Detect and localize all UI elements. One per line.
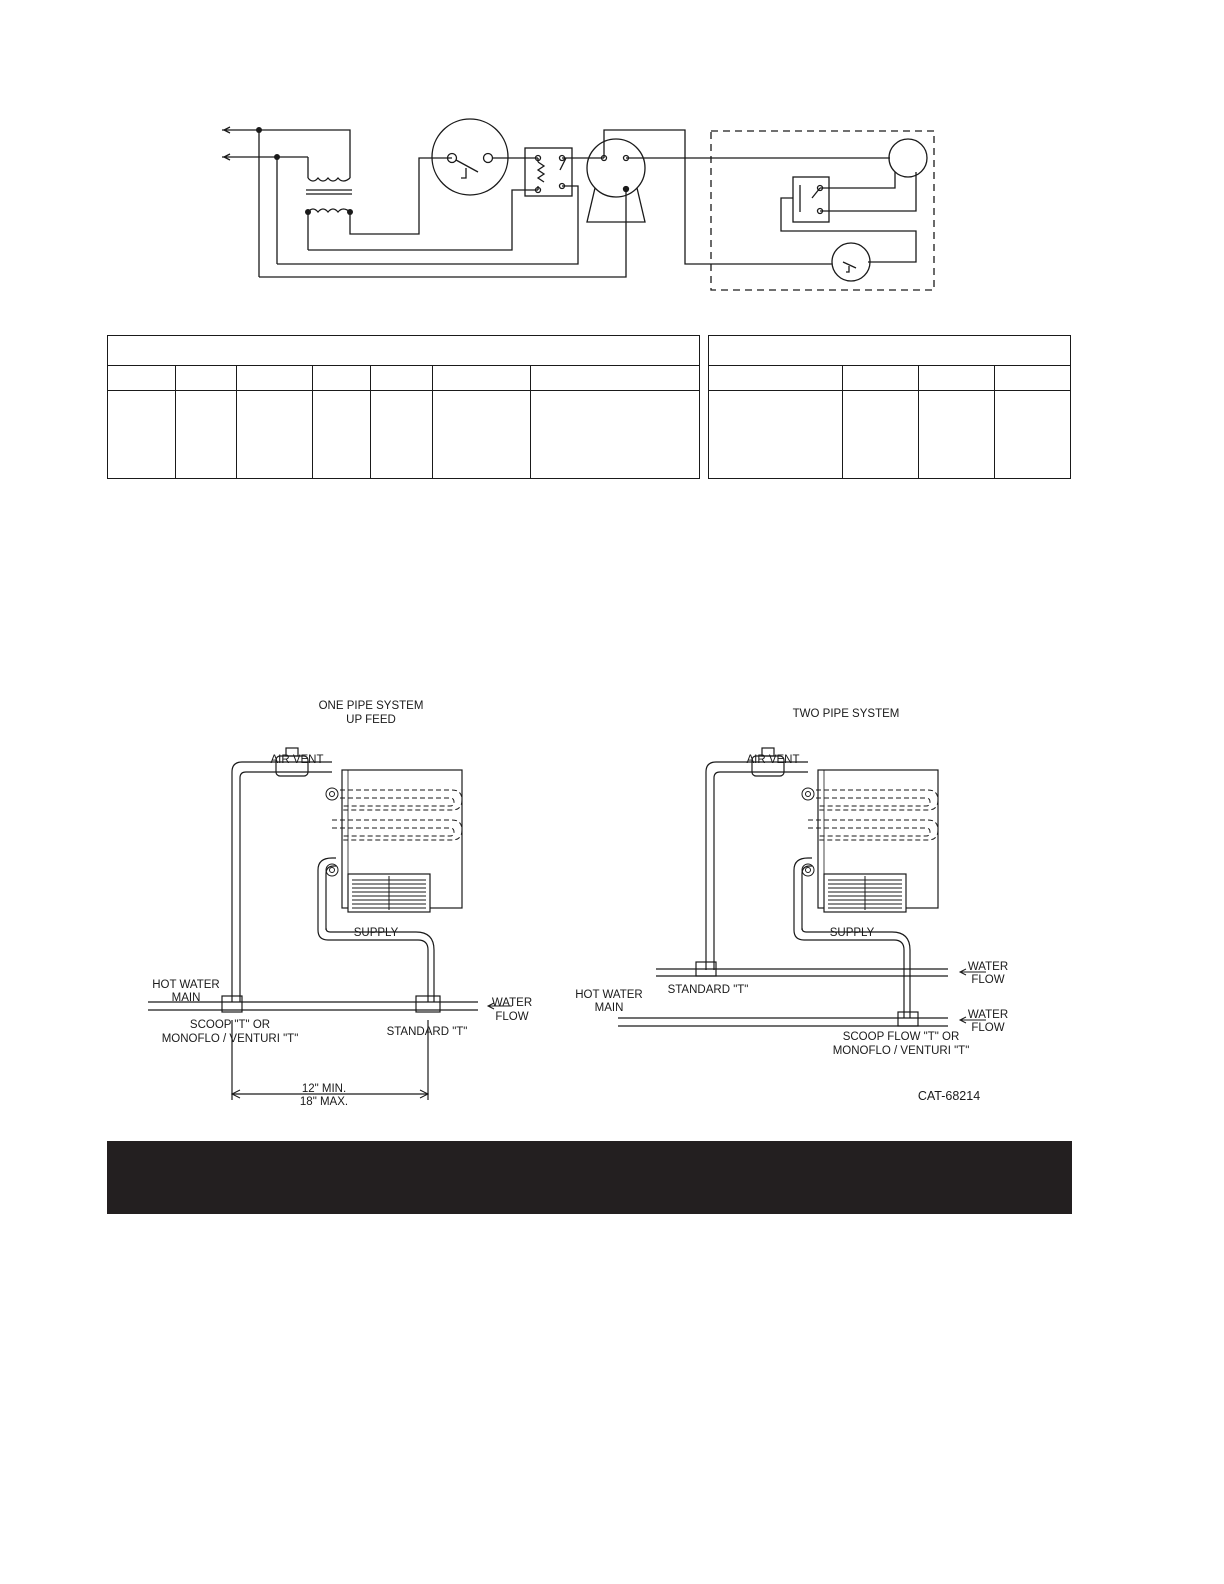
two-pipe-water-flow-top-1: WATER [967, 961, 1009, 973]
section-banner [107, 1141, 1072, 1214]
two-pipe-hot-water-main-1: HOT WATER [575, 989, 643, 1001]
one-pipe-water-flow-1: WATER [491, 997, 533, 1009]
table-header-row [108, 336, 699, 366]
two-pipe-water-flow-bottom-1: WATER [967, 1009, 1009, 1021]
table-column-divider [994, 365, 995, 478]
two-pipe-scoop-label-1: SCOOP FLOW "T" OR [842, 1031, 960, 1043]
spacing-min-label: 12" MIN. [301, 1083, 347, 1095]
table-column-divider [432, 365, 433, 478]
table-column-divider [312, 365, 313, 478]
two-pipe-hot-water-main-2: MAIN [594, 1002, 624, 1014]
table-subheader-row [709, 365, 1070, 391]
two-pipe-air-vent-label: AIR VENT [746, 754, 800, 766]
table-column-divider [236, 365, 237, 478]
one-pipe-standard-t-label: STANDARD "T" [386, 1026, 468, 1038]
one-pipe-title-2: UP FEED [346, 714, 396, 726]
one-pipe-hot-water-main-1: HOT WATER [152, 979, 220, 991]
one-pipe-water-flow-2: FLOW [495, 1011, 529, 1023]
table-column-divider [175, 365, 176, 478]
table-column-divider [918, 365, 919, 478]
two-pipe-scoop-label-2: MONOFLO / VENTURI "T" [832, 1045, 970, 1057]
one-pipe-scoop-label-2: MONOFLO / VENTURI "T" [161, 1033, 299, 1045]
one-pipe-hot-water-main-2: MAIN [171, 992, 201, 1004]
wiring-diagram [0, 0, 1224, 310]
two-pipe-water-flow-bottom-2: FLOW [971, 1022, 1005, 1034]
one-pipe-air-vent-label: AIR VENT [270, 754, 324, 766]
wiring-table-left [107, 335, 700, 479]
table-column-divider [370, 365, 371, 478]
catalog-number: CAT-68214 [917, 1089, 981, 1103]
one-pipe-scoop-label-1: SCOOP "T" OR [189, 1019, 271, 1031]
table-header-row [709, 336, 1070, 366]
spacing-max-label: 18" MAX. [299, 1096, 349, 1108]
two-pipe-standard-t-label: STANDARD "T" [667, 984, 749, 996]
table-subheader-row [108, 365, 699, 391]
two-pipe-supply-label: SUPPLY [829, 927, 875, 939]
piping-diagrams [0, 690, 1224, 1120]
table-column-divider [842, 365, 843, 478]
wiring-table-right [708, 335, 1071, 479]
two-pipe-water-flow-top-2: FLOW [971, 974, 1005, 986]
two-pipe-title: TWO PIPE SYSTEM [792, 708, 900, 720]
one-pipe-title-1: ONE PIPE SYSTEM [318, 700, 424, 712]
one-pipe-supply-label: SUPPLY [353, 927, 399, 939]
table-column-divider [530, 365, 531, 478]
